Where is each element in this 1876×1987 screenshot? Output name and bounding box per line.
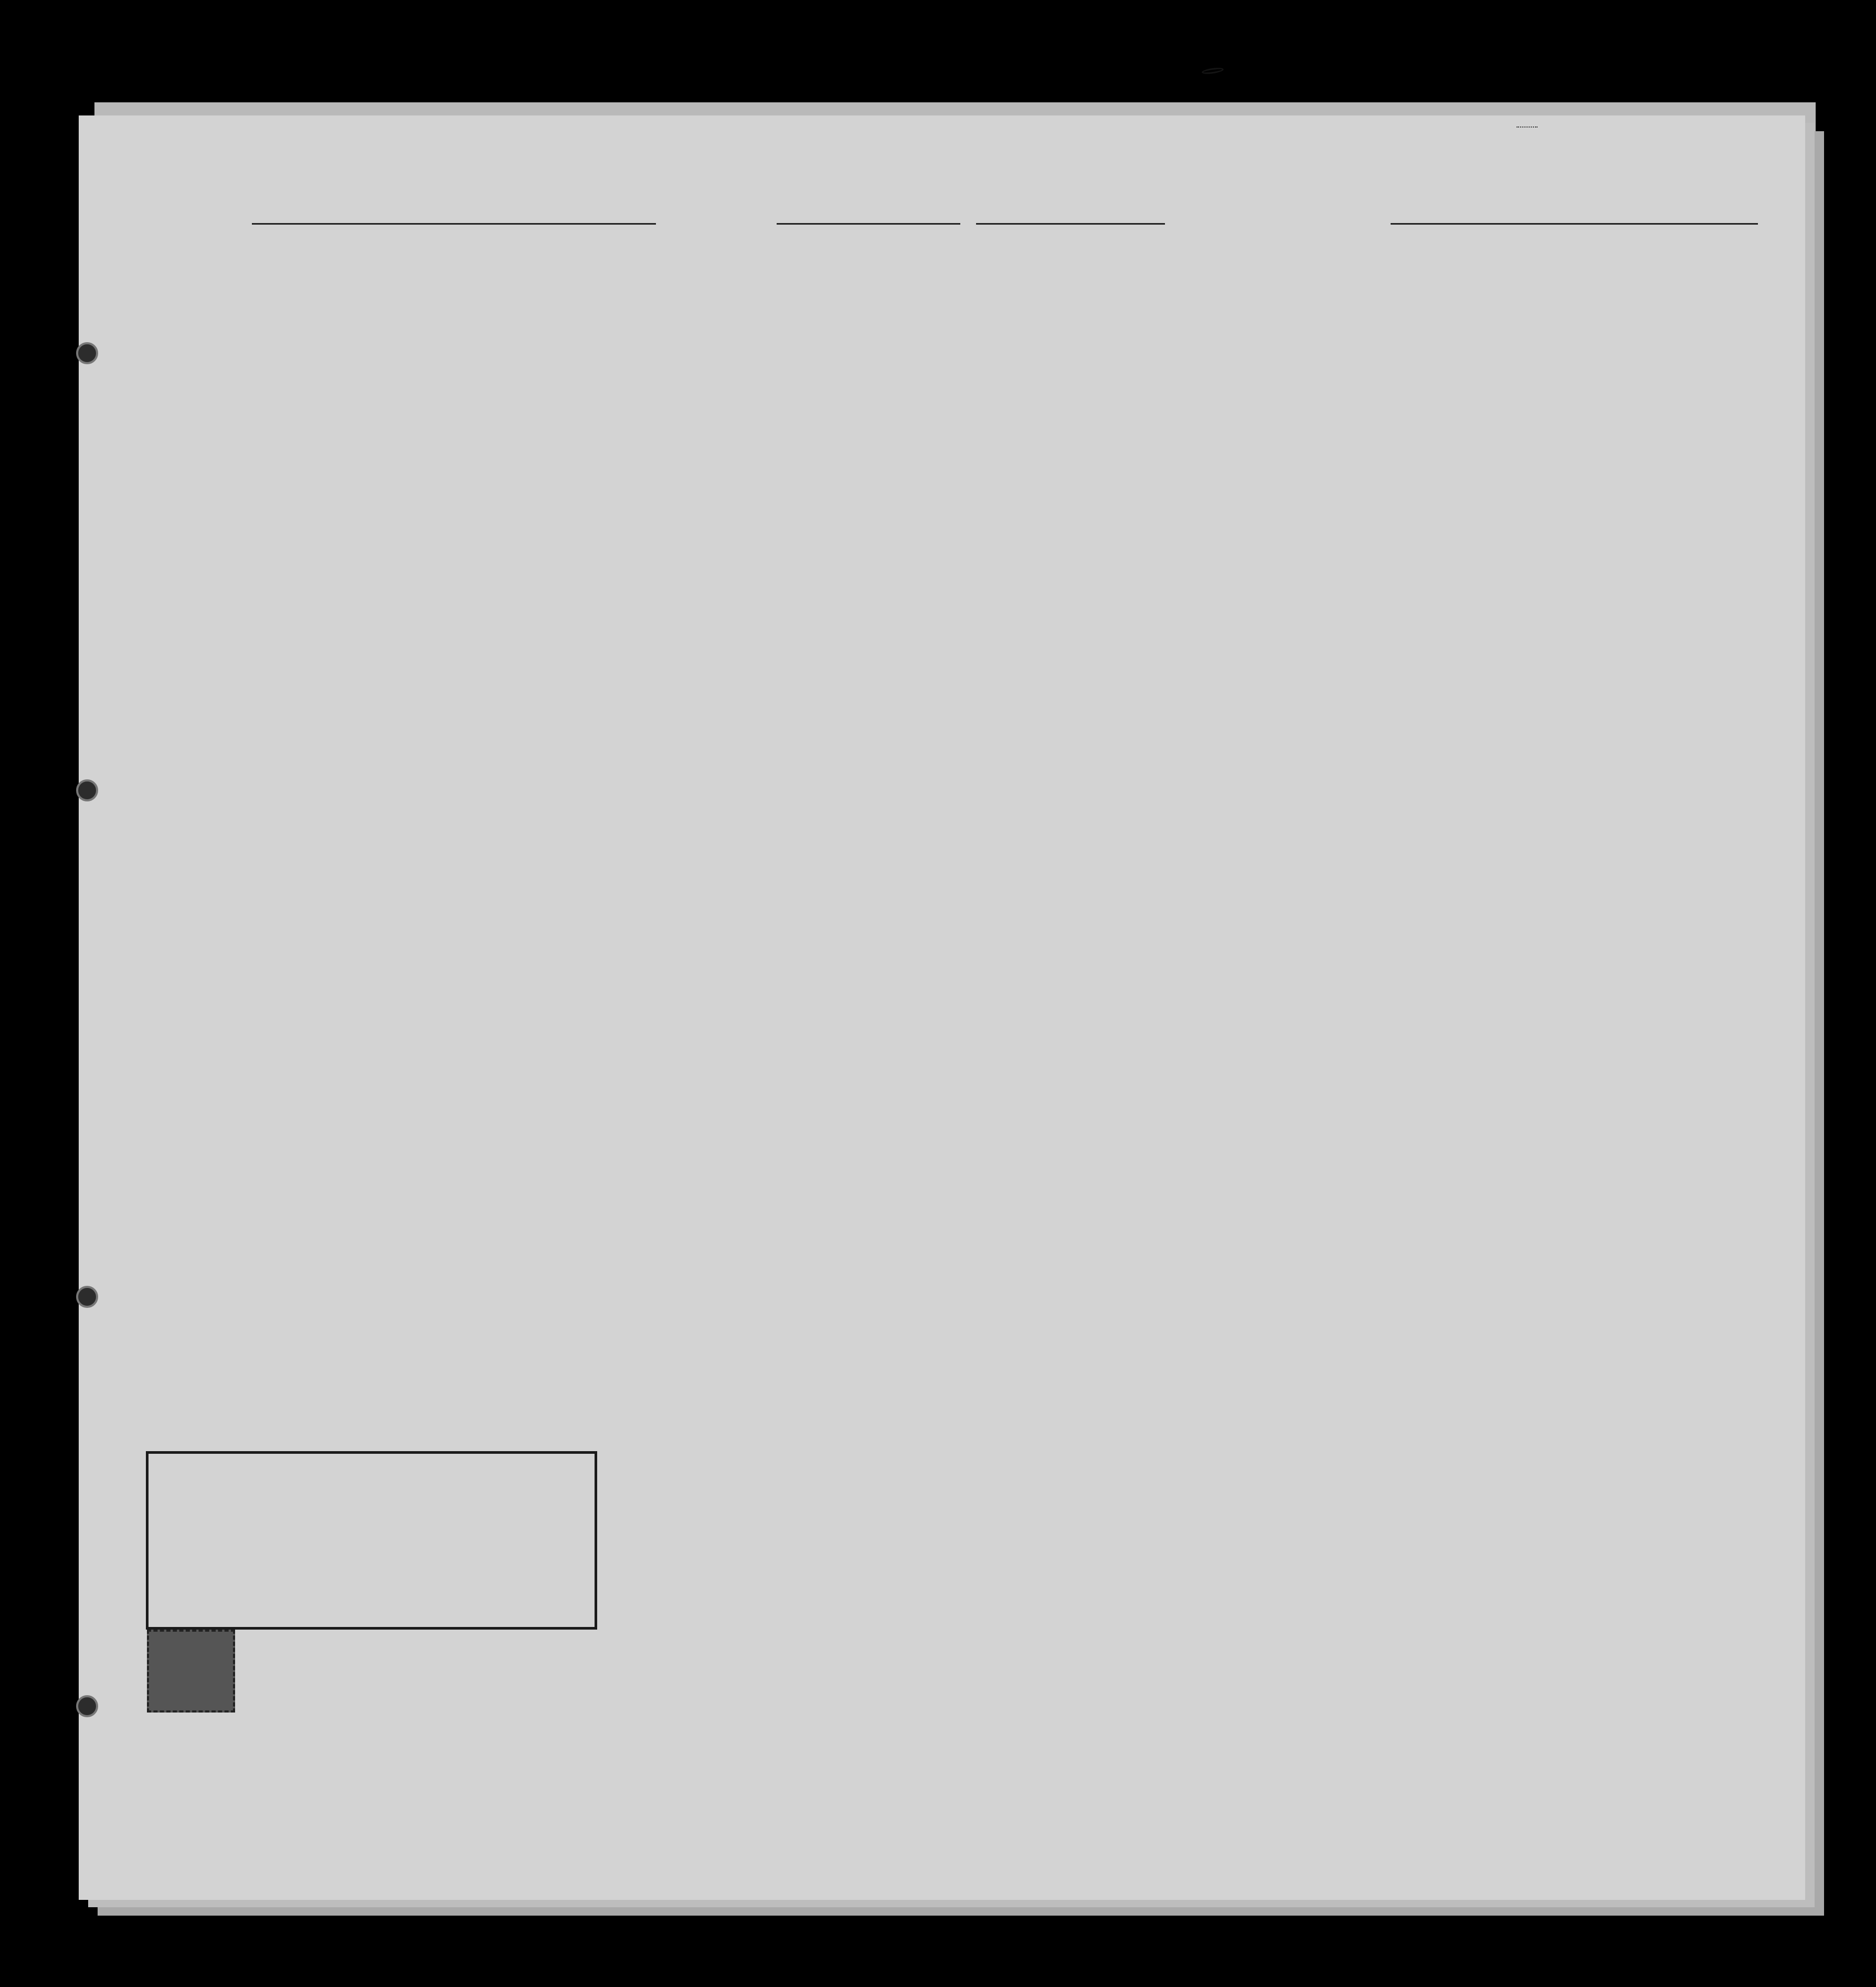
revenue-stamp <box>147 1630 235 1713</box>
consulate-stamp <box>146 1451 597 1630</box>
